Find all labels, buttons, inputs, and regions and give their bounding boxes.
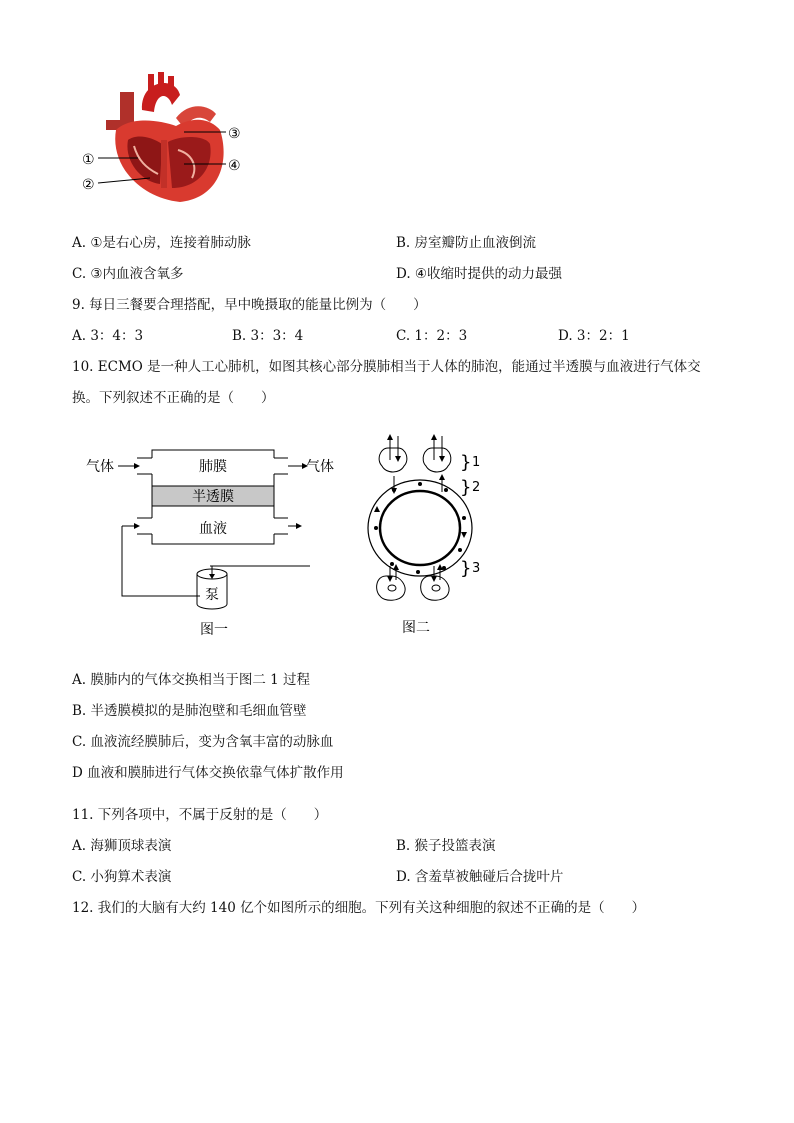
q9-option-c[interactable]: C. 1：2：3: [396, 328, 468, 344]
fig1-gas-out-label: 气体: [306, 459, 334, 475]
fig1-caption: 图一: [200, 622, 228, 638]
q8-option-d[interactable]: D. ④收缩时提供的动力最强: [396, 266, 563, 282]
q11-stem: 11. 下列各项中，不属于反射的是（ ）: [72, 807, 328, 823]
heart-label-1: ①: [82, 152, 95, 168]
svg-text:}: }: [460, 477, 472, 498]
fig2-caption: 图二: [402, 620, 430, 636]
fig1-semipermeable-label: 半透膜: [192, 489, 234, 505]
heart-label-3: ③: [228, 126, 241, 142]
q9-option-d[interactable]: D. 3：2：1: [558, 328, 630, 344]
q11-option-c[interactable]: C. 小狗算术表演: [72, 869, 172, 885]
ecmo-figure-1: [82, 440, 342, 645]
fig2-label-2: 2: [472, 480, 481, 495]
q10-stem-line2: 换。下列叙述不正确的是（ ）: [72, 390, 275, 406]
q10-option-c[interactable]: C. 血液流经膜肺后，变为含氧丰富的动脉血: [72, 734, 334, 750]
q11-option-a[interactable]: A. 海狮顶球表演: [72, 838, 172, 854]
q12-stem: 12. 我们的大脑有大约 140 亿个如图所示的细胞。下列有关这种细胞的叙述不正确的是（ ）: [72, 900, 646, 916]
fig1-gas-in-label: 气体: [86, 459, 114, 475]
q10-option-d[interactable]: D 血液和膜肺进行气体交换依靠气体扩散作用: [72, 765, 344, 781]
fig1-blood-label: 血液: [199, 521, 227, 537]
q8-option-b[interactable]: B. 房室瓣防止血液倒流: [396, 235, 537, 251]
heart-label-2: ②: [82, 177, 95, 193]
alveolus-figure-2: [360, 430, 500, 640]
q9-stem: 9. 每日三餐要合理搭配，早中晚摄取的能量比例为（ ）: [72, 297, 427, 313]
svg-text:}: }: [460, 452, 472, 473]
q9-option-a[interactable]: A. 3：4：3: [72, 328, 144, 344]
fig1-pump-label: 泵: [205, 587, 219, 603]
q8-option-c[interactable]: C. ③内血液含氧多: [72, 266, 184, 282]
q8-option-a[interactable]: A. ①是右心房，连接着肺动脉: [72, 235, 251, 251]
fig2-label-3: 3: [472, 561, 481, 576]
svg-text:}: }: [460, 558, 472, 579]
q9-option-b[interactable]: B. 3：3：4: [232, 328, 304, 344]
q11-option-d[interactable]: D. 含羞草被触碰后合拢叶片: [396, 869, 564, 885]
q11-option-b[interactable]: B. 猴子投篮表演: [396, 838, 496, 854]
heart-figure: [80, 70, 250, 210]
q10-option-a[interactable]: A. 膜肺内的气体交换相当于图二 1 过程: [72, 672, 311, 688]
fig1-lung-membrane-label: 肺膜: [199, 459, 227, 475]
q10-stem-line1: 10. ECMO 是一种人工心肺机，如图其核心部分膜肺相当于人体的肺泡，能通过半透膜与血液进行气体交: [72, 359, 701, 375]
fig2-label-1: 1: [472, 455, 481, 470]
heart-label-4: ④: [228, 158, 241, 174]
q10-option-b[interactable]: B. 半透膜模拟的是肺泡壁和毛细血管壁: [72, 703, 307, 719]
